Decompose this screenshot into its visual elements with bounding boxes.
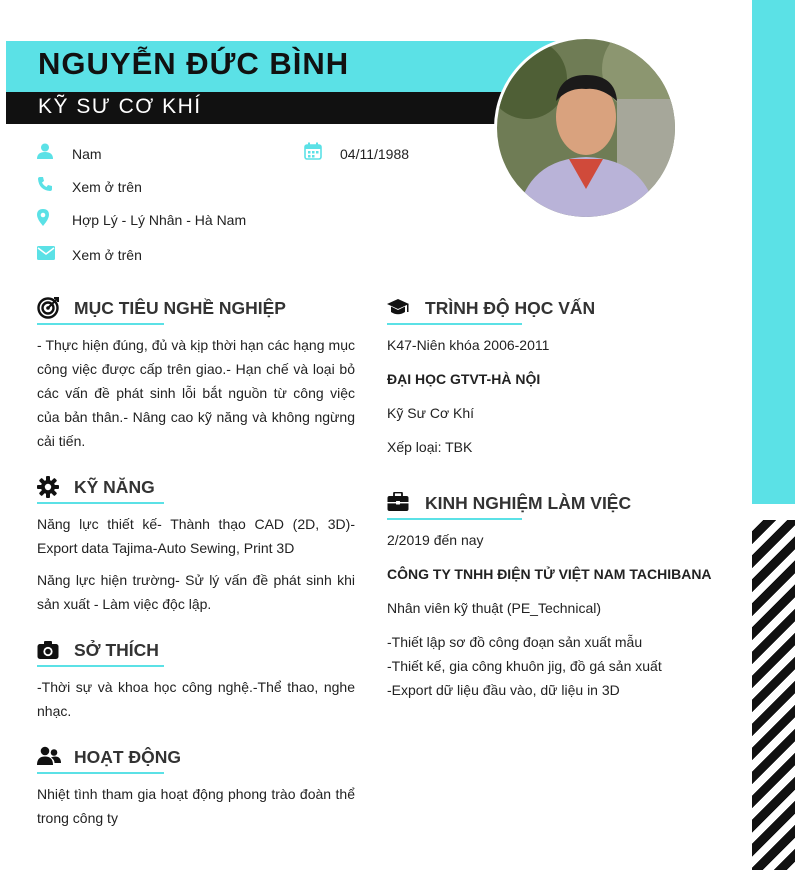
experience-task-1: -Thiết lập sơ đồ công đoạn sản xuất mẫu (387, 634, 643, 650)
birthdate-value: 04/11/1988 (340, 146, 410, 162)
objective-underline (37, 323, 164, 325)
experience-title: KINH NGHIỆM LÀM VIỆC (425, 493, 632, 513)
activities-text: Nhiệt tình tham gia hoạt động phong trào đoàn thể trong công ty (37, 786, 355, 826)
striped-side-bar (752, 520, 795, 870)
objective-title: MỤC TIÊU NGHỀ NGHIỆP (74, 298, 286, 318)
map-marker-icon (37, 209, 55, 227)
calendar-icon (304, 142, 322, 160)
email-value: Xem ở trên (72, 247, 142, 263)
experience-period: 2/2019 đến nay (387, 532, 484, 548)
hobbies-title: SỞ THÍCH (74, 640, 159, 660)
skills-underline (37, 502, 164, 504)
camera-icon (37, 640, 59, 662)
phone-value: Xem ở trên (72, 179, 142, 195)
job-title: KỸ SƯ CƠ KHÍ (38, 95, 202, 118)
hobbies-text: -Thời sự và khoa học công nghệ.-Thể thao, nghe nhạc. (37, 679, 355, 719)
accent-side-bar (752, 0, 795, 504)
education-period: K47-Niên khóa 2006-2011 (387, 337, 550, 353)
activities-underline (37, 772, 164, 774)
experience-task-3: -Export dữ liệu đầu vào, dữ liệu in 3D (387, 682, 620, 698)
gear-icon (37, 476, 59, 498)
skill-item-1: Năng lực thiết kế- Thành thạo CAD (2D, 3D)- Export data Tajima-Auto Sewing, Print 3D (37, 516, 355, 556)
phone-icon (37, 176, 55, 194)
activities-title: HOẠT ĐỘNG (74, 747, 181, 767)
experience-underline (387, 518, 522, 520)
target-icon (37, 297, 59, 319)
objective-text: - Thực hiện đúng, đủ và kịp thời hạn các hạng mục công việc được cấp trên giao.- Hạn chế và loại bỏ các vấn đề phát sinh lỗi bắt nguồn từ công việc của bản thân.- Nâng cao kỹ năng và không ngừng cải tiến. (37, 337, 355, 449)
gender-value: Nam (72, 146, 102, 162)
experience-task-2: -Thiết kế, gia công khuôn jig, đồ gá sản xuất (387, 658, 662, 674)
user-icon (37, 143, 55, 161)
experience-position: Nhân viên kỹ thuật (PE_Technical) (387, 600, 601, 616)
education-underline (387, 323, 522, 325)
address-value: Hợp Lý - Lý Nhân - Hà Nam (72, 212, 247, 228)
education-title: TRÌNH ĐỘ HỌC VẤN (425, 298, 596, 318)
graduation-cap-icon (387, 298, 409, 320)
education-school: ĐẠI HỌC GTVT-HÀ NỘI (387, 371, 541, 387)
education-grade: Xếp loại: TBK (387, 439, 473, 455)
profile-photo (494, 36, 678, 220)
skill-item-2: Năng lực hiện trường- Sử lý vấn đề phát sinh khi sản xuất - Làm việc độc lập. (37, 572, 355, 612)
users-icon (37, 746, 59, 768)
education-major: Kỹ Sư Cơ Khí (387, 405, 475, 421)
briefcase-icon (387, 492, 409, 514)
hobbies-underline (37, 665, 164, 667)
skills-title: KỸ NĂNG (74, 477, 155, 497)
envelope-icon (37, 246, 55, 264)
experience-company: CÔNG TY TNHH ĐIỆN TỬ VIỆT NAM TACHIBANA (387, 566, 712, 582)
candidate-name: NGUYỄN ĐỨC BÌNH (38, 46, 350, 81)
